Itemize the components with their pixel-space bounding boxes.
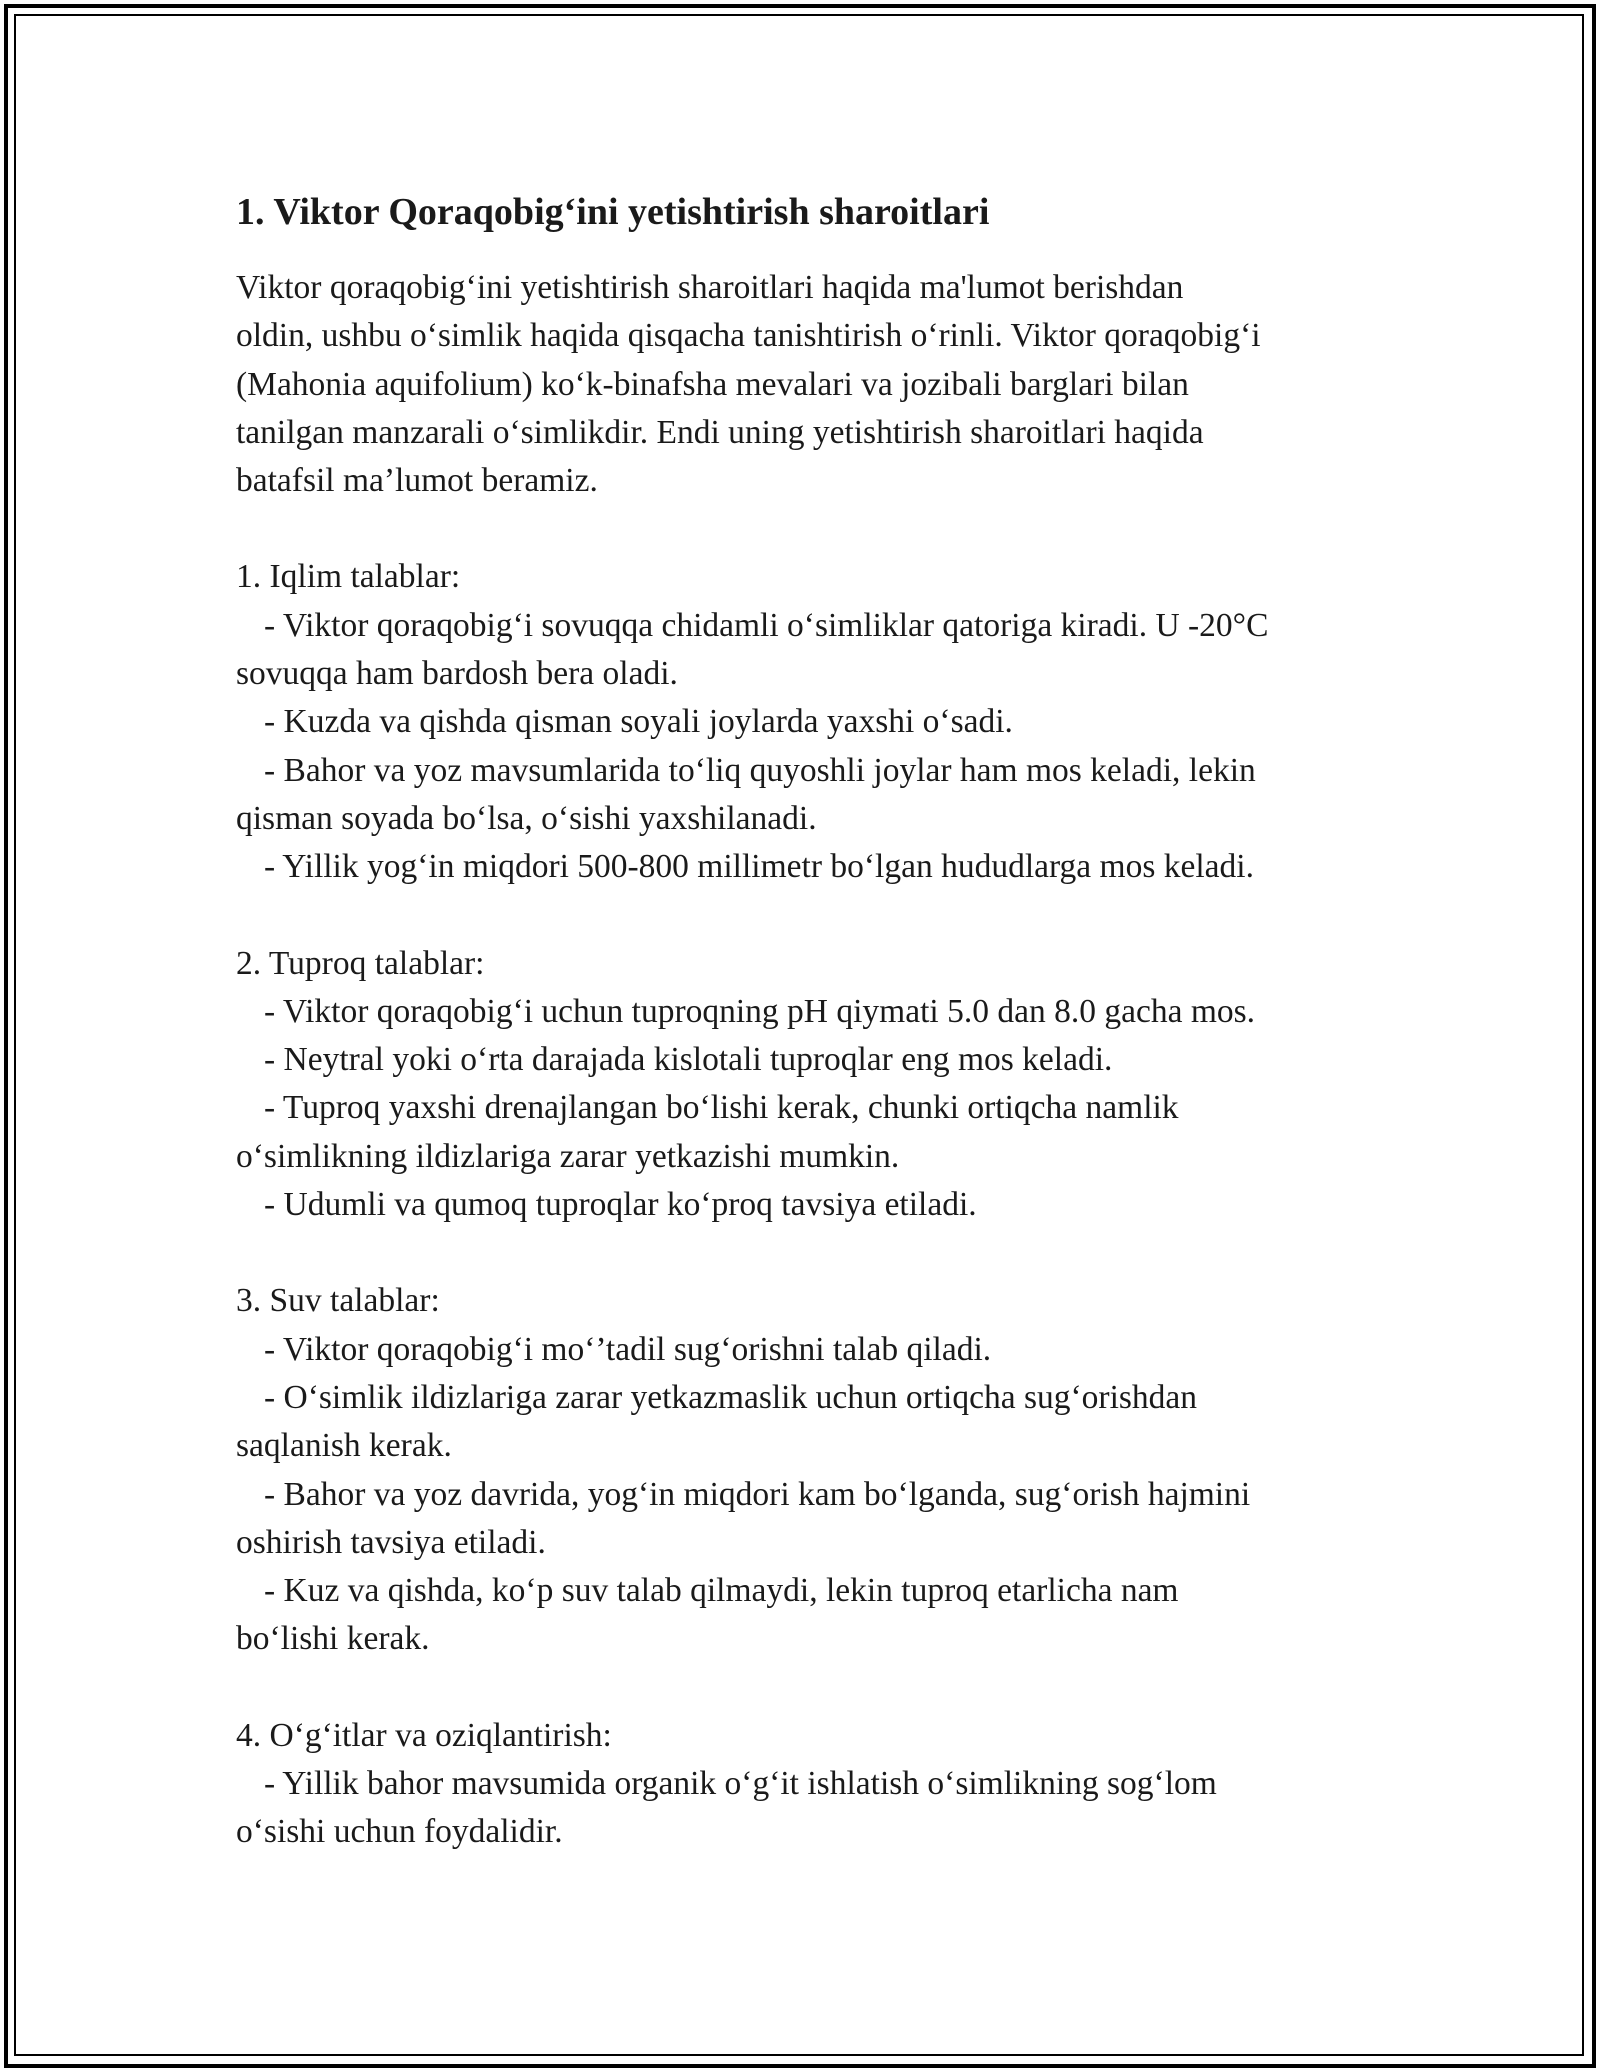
intro-line: (Mahonia aquifolium) ko‘k-binafsha mevalari va jozibali barglari bilan: [236, 365, 1189, 403]
intro-line: batafsil ma’lumot beramiz.: [236, 462, 598, 500]
section-title: 2. Tuproq talablar:: [236, 944, 485, 982]
list-item: - Viktor qoraqobig‘i mo‘’tadil sug‘orishni talab qiladi.: [264, 1330, 992, 1368]
list-item-continuation: oshirish tavsiya etiladi.: [236, 1523, 546, 1561]
list-item: - Kuz va qishda, ko‘p suv talab qilmaydi, lekin tuproq etarlicha nam: [264, 1572, 1179, 1610]
section-fertilizers: [236, 1712, 1386, 1857]
list-item: - Viktor qoraqobig‘i uchun tuproqning pH qiymati 5.0 dan 8.0 gacha mos.: [264, 992, 1256, 1030]
list-item: - Tuproq yaxshi drenajlangan bo‘lishi kerak, chunki ortiqcha namlik: [264, 1089, 1179, 1127]
list-item: - Viktor qoraqobig‘i sovuqqa chidamli o‘simliklar qatoriga kiradi. U -20°C: [264, 606, 1269, 644]
section-climate: [236, 553, 1386, 891]
list-item-continuation: o‘sishi uchun foydalidir.: [236, 1813, 563, 1851]
list-item-continuation: o‘simlikning ildizlariga zarar yetkazishi mumkin.: [236, 1137, 900, 1175]
document-title: 1. Viktor Qoraqobig‘ini yetishtirish sharoitlari: [236, 191, 990, 233]
section-water: [236, 1277, 1386, 1663]
section-title: 3. Suv talablar:: [236, 1282, 440, 1320]
list-item: - Neytral yoki o‘rta darajada kislotali tuproqlar eng mos keladi.: [264, 1041, 1113, 1079]
intro-line: oldin, ushbu o‘simlik haqida qisqacha tanishtirish o‘rinli. Viktor qoraqobig‘i: [236, 317, 1261, 355]
list-item-continuation: bo‘lishi kerak.: [236, 1620, 430, 1658]
list-item: - Udumli va qumoq tuproqlar ko‘proq tavsiya etiladi.: [264, 1186, 977, 1224]
list-item: - Bahor va yoz davrida, yog‘in miqdori kam bo‘lganda, sug‘orish hajmini: [264, 1475, 1251, 1513]
list-item: - O‘simlik ildizlariga zarar yetkazmaslik uchun ortiqcha sug‘orishdan: [264, 1378, 1198, 1416]
list-item-continuation: saqlanish kerak.: [236, 1427, 452, 1465]
section-soil: [236, 940, 1386, 1230]
list-item: - Bahor va yoz mavsumlarida to‘liq quyoshli joylar ham mos keladi, lekin: [264, 751, 1256, 789]
list-item-continuation: sovuqqa ham bardosh bera oladi.: [236, 655, 678, 693]
intro-line: Viktor qoraqobig‘ini yetishtirish sharoitlari haqida ma'lumot berishdan: [236, 269, 1184, 306]
list-item: - Kuzda va qishda qisman soyali joylarda yaxshi o‘sadi.: [264, 703, 1013, 741]
section-title: 4. O‘g‘itlar va oziqlantirish:: [236, 1716, 612, 1754]
list-item: - Yillik yog‘in miqdori 500-800 millimetr bo‘lgan hududlarga mos keladi.: [264, 848, 1254, 886]
intro-paragraph: [236, 264, 1386, 505]
section-title: 1. Iqlim talablar:: [236, 558, 461, 596]
document-body: [236, 188, 1386, 1857]
list-item: - Yillik bahor mavsumida organik o‘g‘it ishlatish o‘simlikning sog‘lom: [264, 1765, 1217, 1803]
list-item-continuation: qisman soyada bo‘lsa, o‘sishi yaxshilanadi.: [236, 799, 817, 837]
intro-line: tanilgan manzarali o‘simlikdir. Endi uning yetishtirish sharoitlari haqida: [236, 413, 1204, 451]
